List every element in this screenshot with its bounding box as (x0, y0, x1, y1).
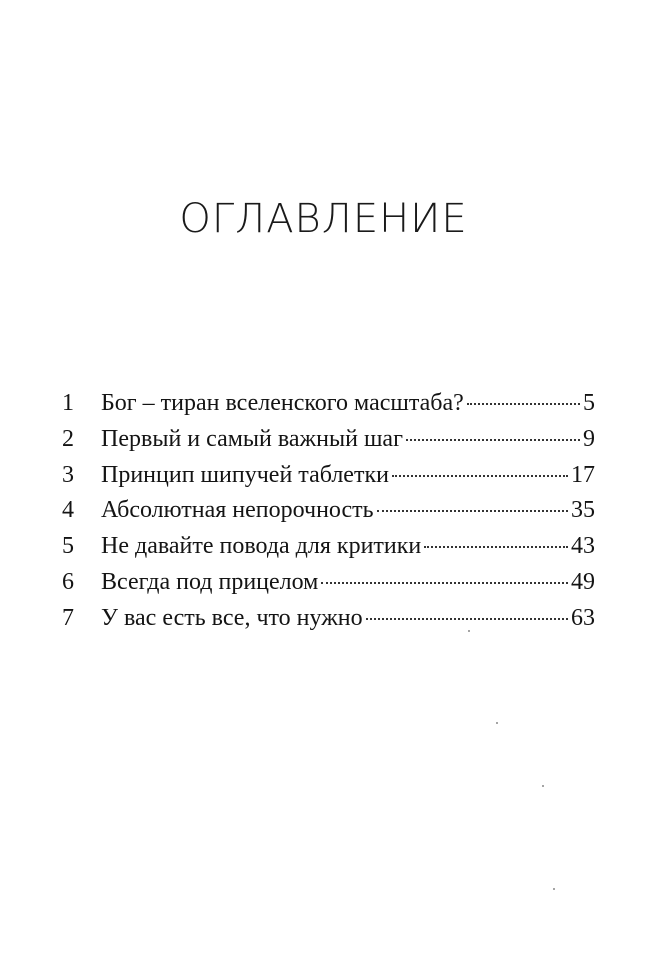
page-number: 63 (571, 604, 595, 631)
chapter-title: Бог – тиран вселенского масштаба? (101, 390, 464, 416)
page-number: 35 (571, 497, 595, 524)
toc-entry-7 (62, 601, 595, 637)
chapter-number: 6 (62, 568, 74, 595)
table-of-contents (62, 386, 595, 637)
chapter-number: 4 (62, 497, 74, 524)
page-number: 49 (571, 568, 595, 595)
chapter-title: Всегда под прицелом (101, 568, 319, 595)
dot-leader (424, 546, 568, 548)
toc-entry-2 (62, 422, 595, 458)
page-number: 9 (583, 425, 595, 452)
speck (496, 722, 498, 724)
chapter-title: Не давайте повода для критики (101, 533, 422, 560)
page-number: 43 (571, 533, 595, 560)
chapter-title: Первый и самый важный шаг (101, 425, 403, 452)
page-number: 5 (583, 390, 595, 416)
speck (468, 630, 470, 632)
chapter-number: 2 (62, 425, 74, 452)
speck (553, 888, 555, 890)
chapter-title: Абсолютная непорочность (101, 497, 374, 524)
page-number: 17 (571, 461, 595, 488)
dot-leader (321, 582, 568, 584)
dot-leader (377, 510, 568, 512)
speck (542, 785, 544, 787)
toc-entry-1 (62, 386, 595, 422)
toc-entry-4 (62, 493, 595, 529)
toc-entry-3 (62, 458, 595, 494)
dot-leader (392, 475, 568, 477)
toc-entry-6 (62, 565, 595, 601)
dot-leader (366, 618, 568, 620)
chapter-number: 5 (62, 533, 74, 560)
dot-leader (406, 439, 580, 441)
chapter-number: 7 (62, 604, 74, 631)
chapter-title: У вас есть все, что нужно (101, 604, 363, 631)
chapter-number: 3 (62, 461, 74, 488)
toc-entry-5 (62, 529, 595, 565)
page-title: ОГЛАВЛЕНИЕ (179, 196, 468, 242)
chapter-number: 1 (62, 390, 74, 416)
dot-leader (467, 403, 580, 405)
chapter-title: Принцип шипучей таблетки (101, 461, 389, 488)
